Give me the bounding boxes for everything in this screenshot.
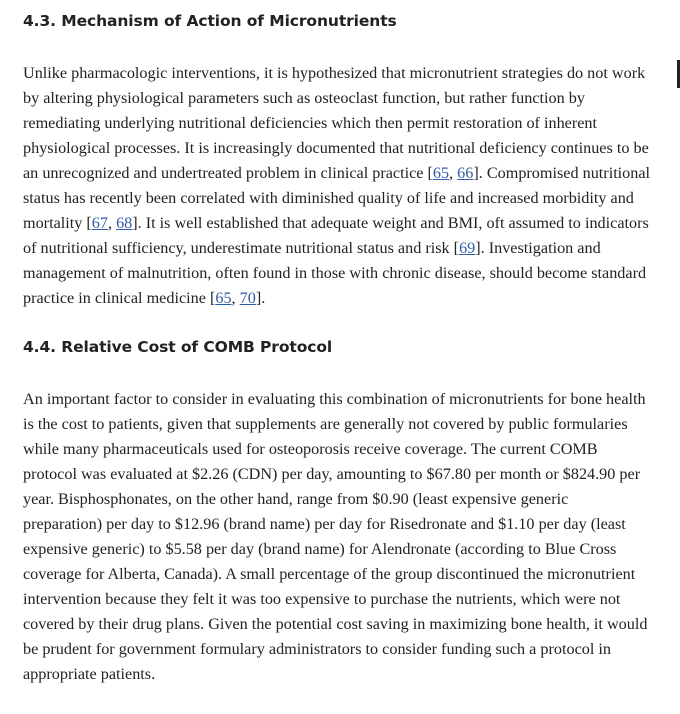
paragraph-text: ]. [255,289,266,307]
citation-link-68[interactable]: 68 [116,214,133,232]
citation-link-65[interactable]: 65 [432,164,450,182]
paragraph-mechanism [23,61,651,311]
citation-link-66[interactable]: 66 [457,164,474,182]
citation-link-67[interactable]: 67 [91,214,108,232]
citation-separator: , [231,289,240,307]
citation-link-70[interactable]: 70 [239,289,256,307]
citation-separator: , [107,214,117,232]
citation-link-65[interactable]: 65 [215,289,232,307]
paragraph-text: ]. It is well established that adequate weight and BMI, oft assumed to indicators of nutritional sufficiency, underestimate nutritional status and risk [ [23,214,649,257]
section-heading-mechanism: 4.3. Mechanism of Action of Micronutrients [23,12,397,30]
citation-link-69[interactable]: 69 [459,239,476,257]
section-heading-relative-cost: 4.4. Relative Cost of COMB Protocol [23,338,333,356]
paragraph-text: ]. Investigation and management of malnutrition, often found in those with chronic disease, should become standard practice in clinical medicine [ [23,239,647,307]
paragraph-text: ]. Compromised nutritional status has recently been correlated with diminished quality of life and increased morbidity and mortality [ [23,164,651,232]
citation-separator: , [449,164,458,182]
paragraph-relative-cost: An important factor to consider in evaluating this combination of micronutrients for bone health is the cost to patients, given that supplements are generally not covered by public formularies while many pharmaceuticals used for osteoporosis receive coverage. The current COMB protocol was evaluated at $2.26 (CDN) per day, amounting to $67.80 per month or $824.90 per year. Bisphosphonates, on the other hand, range from $0.90 (least expensive generic preparation) per day to $12.96 (brand name) per day for Risedronate and $1.10 per day (least expensive generic) to $5.58 per day (brand name) for Alendronate (according to Blue Cross coverage for Alberta, Canada). A small percentage of the group discontinued the micronutrient intervention because they felt it was too expensive to purchase the nutrients, which were not covered by their drug plans. Given the potential cost saving in maximizing bone health, it would be prudent for government formulary administrators to consider funding such a protocol in appropriate patients. [23,390,648,683]
paragraph-text: Unlike pharmacologic interventions, it is hypothesized that micronutrient strategies do not work by altering physiological parameters such as osteoclast function, but rather function by remediating underlying nutritional deficiencies which then permit restoration of inherent physiological processes. It is increasingly documented that nutritional deficiency continues to be an unrecognized and undertreated problem in clinical practice [ [23,64,649,182]
